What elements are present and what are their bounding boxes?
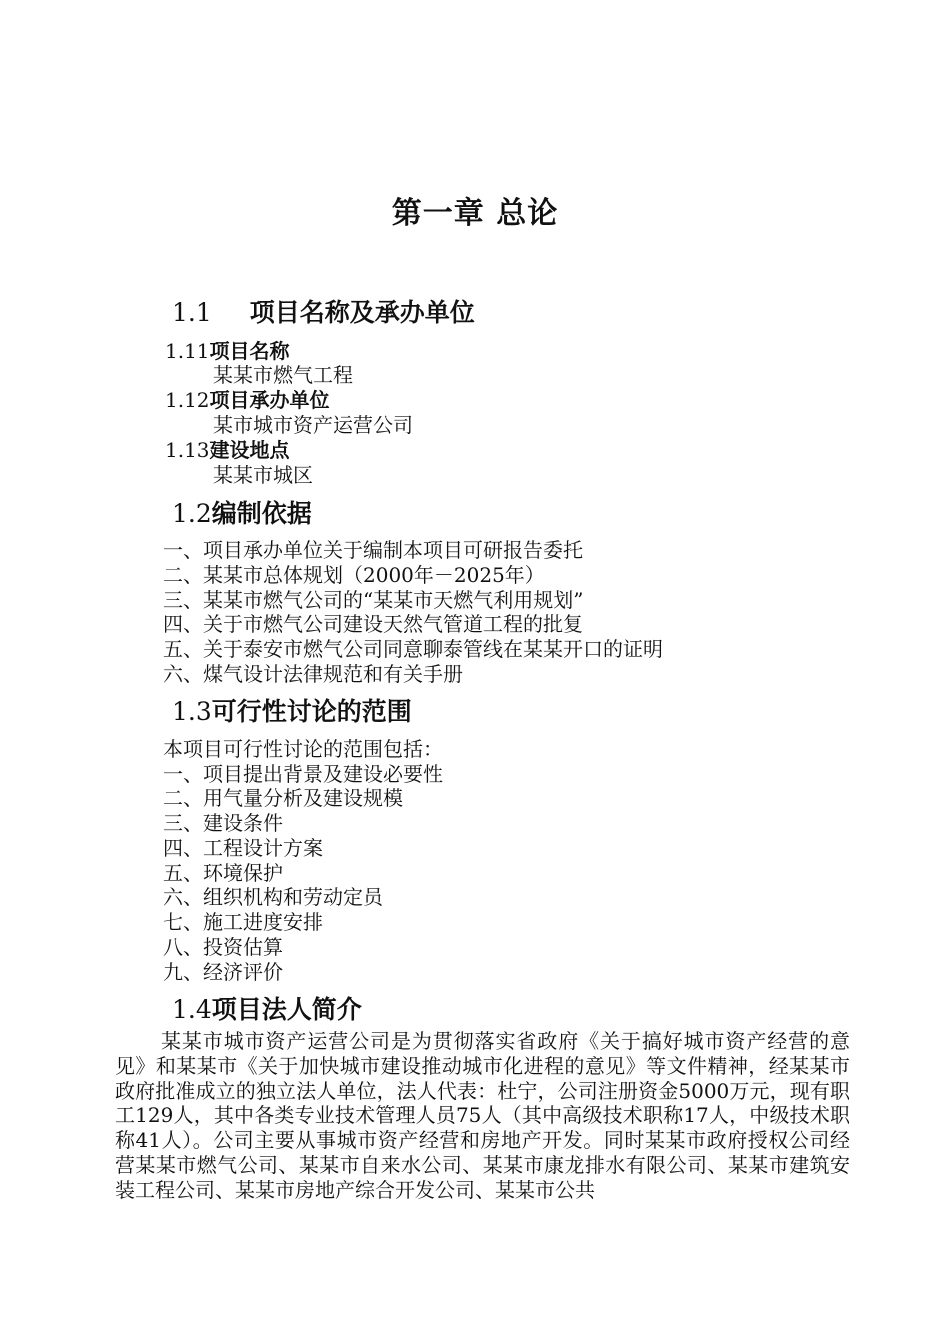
section-title: 可行性讨论的范围	[211, 697, 412, 726]
basis-item: 六、煤气设计法律规范和有关手册	[163, 662, 463, 686]
scope-item: 一、项目提出背景及建设必要性	[163, 762, 443, 786]
scope-item: 二、用气量分析及建设规模	[163, 786, 403, 810]
basis-item: 三、某某市燃气公司的“某某市天燃气利用规划”	[163, 588, 584, 612]
section-number: 1.3	[172, 697, 212, 726]
section-title: 项目名称及承办单位	[249, 298, 475, 327]
section-1-2-heading	[172, 494, 312, 530]
section-1-4-heading	[172, 990, 362, 1026]
project-organizer-value: 某市城市资产运营公司	[213, 413, 413, 437]
basis-item: 一、项目承办单位关于编制本项目可研报告委托	[163, 538, 583, 562]
project-location-value: 某某市城区	[213, 463, 313, 487]
scope-item: 七、施工进度安排	[163, 910, 323, 934]
section-title: 项目法人简介	[211, 995, 362, 1024]
basis-item: 五、关于泰安市燃气公司同意聊泰管线在某某开口的证明	[163, 637, 663, 661]
scope-item: 四、工程设计方案	[163, 836, 323, 860]
subsection-title: 建设地点	[209, 438, 290, 462]
subsection-number: 1.11	[165, 339, 210, 363]
section-title: 编制依据	[211, 499, 312, 528]
section-1-3-heading	[172, 692, 412, 728]
section-number: 1.2	[172, 499, 212, 528]
scope-intro: 本项目可行性讨论的范围包括：	[163, 737, 443, 761]
section-number: 1.1	[172, 298, 212, 327]
legal-entity-paragraph: 某某市城市资产运营公司是为贯彻落实省政府《关于搞好城市资产经营的意见》和某某市《关于加快城市建设推动城市化进程的意见》等文件精神，经某某市政府批准成立的独立法人单位，法人代表：杜宁，公司注册资金5000万元，现有职工129人，其中各类专业技术管理人员75人（其中高级技术职称17人，中级技术职称41人）。公司主要从事城市资产经营和房地产开发。同时某某市政府授权公司经营某某市燃气公司、某某市自来水公司、某某市康龙排水有限公司、某某市建筑安装工程公司、某某市房地产综合开发公司、某某市公共	[115, 1029, 850, 1202]
subsection-number: 1.12	[165, 388, 210, 412]
project-name-value: 某某市燃气工程	[213, 363, 353, 387]
subsection-number: 1.13	[165, 438, 210, 462]
scope-item: 六、组织机构和劳动定员	[163, 885, 383, 909]
scope-item: 三、建设条件	[163, 811, 283, 835]
basis-item: 四、关于市燃气公司建设天然气管道工程的批复	[163, 612, 583, 636]
chapter-title: 第一章 总论	[391, 196, 559, 231]
section-1-1-heading	[172, 293, 475, 329]
subsection-title: 项目承办单位	[209, 388, 330, 412]
scope-item: 五、环境保护	[163, 861, 283, 885]
scope-item: 八、投资估算	[163, 935, 283, 959]
subsection-title: 项目名称	[209, 339, 290, 363]
scope-item: 九、经济评价	[163, 960, 283, 984]
basis-item: 二、某某市总体规划（2000年－2025年）	[163, 563, 545, 587]
section-number: 1.4	[172, 995, 212, 1024]
